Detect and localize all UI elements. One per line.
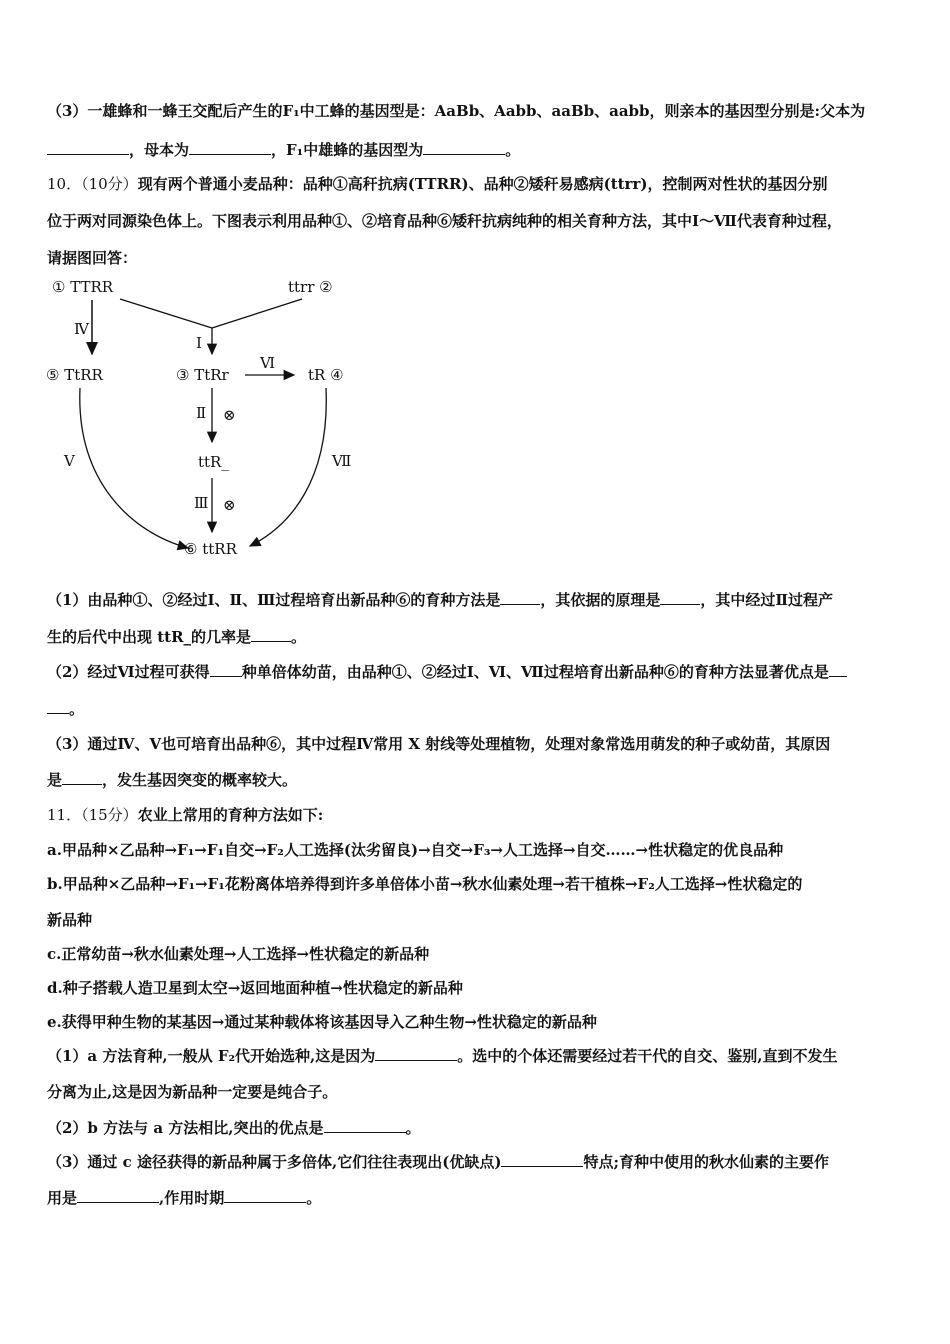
q9-part3-line1: （3）一雄蜂和一蜂王交配后产生的F₁中工蜂的基因型是：AaBb、Aabb、aaBb、aabb，则亲本的基因型分别是:父本为: [47, 102, 866, 120]
node-variety-5: ⑤ TtRR: [46, 366, 103, 384]
answer-blank[interactable]: [660, 590, 700, 605]
q11-part2: （2）b 方法与 a 方法相比,突出的优点是 。: [47, 1119, 421, 1137]
label-process-6: Ⅵ: [260, 354, 276, 372]
answer-blank[interactable]: [62, 770, 102, 785]
q10-stem-line3: 请据图回答：: [47, 249, 138, 267]
q10-part2-line2: 。: [47, 699, 914, 719]
q11-method-c: c.正常幼苗→秋水仙素处理→人工选择→性状稳定的新品种: [47, 945, 430, 963]
answer-blank[interactable]: [210, 662, 242, 677]
answer-blank[interactable]: [500, 590, 540, 605]
q11-part1-line2: 分离为止,这是因为新品种一定要是纯合子。: [47, 1083, 338, 1101]
arrow-process-7: [250, 388, 326, 546]
q11-method-d: d.种子搭载人造卫星到太空→返回地面种植→性状稳定的新品种: [47, 979, 463, 997]
q10-part3-line1: （3）通过Ⅳ、Ⅴ也可培育出品种⑥，其中过程Ⅳ常用 X 射线等处理植物，处理对象常选用萌发的种子或幼苗，其原因: [47, 735, 831, 753]
answer-blank[interactable]: [375, 1046, 457, 1061]
q11-method-a: a.甲品种×乙品种→F₁→F₁自交→F₂人工选择(汰劣留良)→自交→F₃→人工选择→自交……→性状稳定的优良品种: [47, 841, 784, 859]
q10-part3-line2: 是 ，发生基因突变的概率较大。: [47, 771, 298, 789]
answer-blank[interactable]: [251, 627, 291, 642]
node-variety-6: ⑥ ttRR: [184, 540, 237, 558]
q10-part1-line2: 生的后代中出现 ttR_的几率是 。: [47, 628, 307, 646]
q11-method-e: e.获得甲种生物的某基因→通过某种载体将该基因导入乙种生物→性状稳定的新品种: [47, 1013, 597, 1031]
label-process-2: Ⅱ: [196, 404, 207, 422]
answer-blank[interactable]: [47, 140, 129, 155]
selfing-symbol: ⊗: [223, 496, 236, 514]
node-intermediate: ttR_: [198, 453, 229, 471]
q10-stem-line2: 位于两对同源染色体上。下图表示利用品种①、②培育品种⑥矮秆抗病纯种的相关育种方法，其中Ⅰ～Ⅶ代表育种过程，: [47, 212, 842, 230]
selfing-symbol: ⊗: [223, 406, 236, 424]
q11-method-b-line2: 新品种: [47, 911, 93, 929]
q10-part1-line1: （1）由品种①、②经过Ⅰ、Ⅱ、Ⅲ过程培育出新品种⑥的育种方法是 ，其依据的原理是 ，其中经过Ⅱ过程产: [47, 591, 834, 609]
arrow-process-5: [80, 388, 188, 548]
answer-blank[interactable]: [189, 140, 271, 155]
answer-blank[interactable]: [501, 1152, 583, 1167]
q9-part3-line2: ，母本为 ，F₁中雄蜂的基因型为 。: [47, 140, 914, 160]
q10-part2-line1: （2）经过Ⅵ过程可获得 种单倍体幼苗，由品种①、②经过Ⅰ、Ⅵ、Ⅶ过程培育出新品种⑥的育种方法显著优点是: [47, 662, 914, 682]
answer-blank[interactable]: [77, 1188, 159, 1203]
answer-blank[interactable]: [324, 1118, 406, 1133]
label-process-7: Ⅶ: [332, 452, 352, 470]
label-process-5: Ⅴ: [64, 452, 75, 470]
node-variety-2: ttrr ②: [288, 278, 333, 296]
answer-blank[interactable]: [423, 140, 505, 155]
q11-part3-line1: （3）通过 c 途径获得的新品种属于多倍体,它们往往表现出(优缺点) 特点;育种中使用的秋水仙素的主要作: [47, 1153, 829, 1171]
cross-line-right: [212, 299, 302, 328]
q10-stem-line1: 10．（10分）现有两个普通小麦品种：品种①高秆抗病(TTRR)、品种②矮秆易感病(ttrr)，控制两对性状的基因分别: [47, 175, 828, 193]
label-process-1: Ⅰ: [196, 334, 202, 352]
cross-line-left: [120, 299, 212, 328]
node-variety-4: tR ④: [308, 366, 344, 384]
answer-blank[interactable]: [829, 662, 847, 677]
node-variety-1: ① TTRR: [52, 278, 114, 296]
node-variety-3: ③ TtRr: [176, 366, 229, 384]
breeding-diagram: [40, 270, 360, 570]
q11-part1-line1: （1）a 方法育种,一般从 F₂代开始选种,这是因为 。选中的个体还需要经过若干代的自交、鉴别,直到不发生: [47, 1047, 838, 1065]
q11-method-b-line1: b.甲品种×乙品种→F₁→F₁花粉离体培养得到许多单倍体小苗→秋水仙素处理→若干植株→F₂人工选择→性状稳定的: [47, 875, 803, 893]
label-process-4: Ⅳ: [74, 320, 89, 338]
label-process-3: Ⅲ: [194, 494, 209, 512]
q11-part3-line2: 用是 ,作用时期 。: [47, 1189, 322, 1207]
q11-stem: 11．（15分）农业上常用的育种方法如下:: [47, 806, 324, 824]
answer-blank[interactable]: [47, 699, 69, 714]
answer-blank[interactable]: [224, 1188, 306, 1203]
